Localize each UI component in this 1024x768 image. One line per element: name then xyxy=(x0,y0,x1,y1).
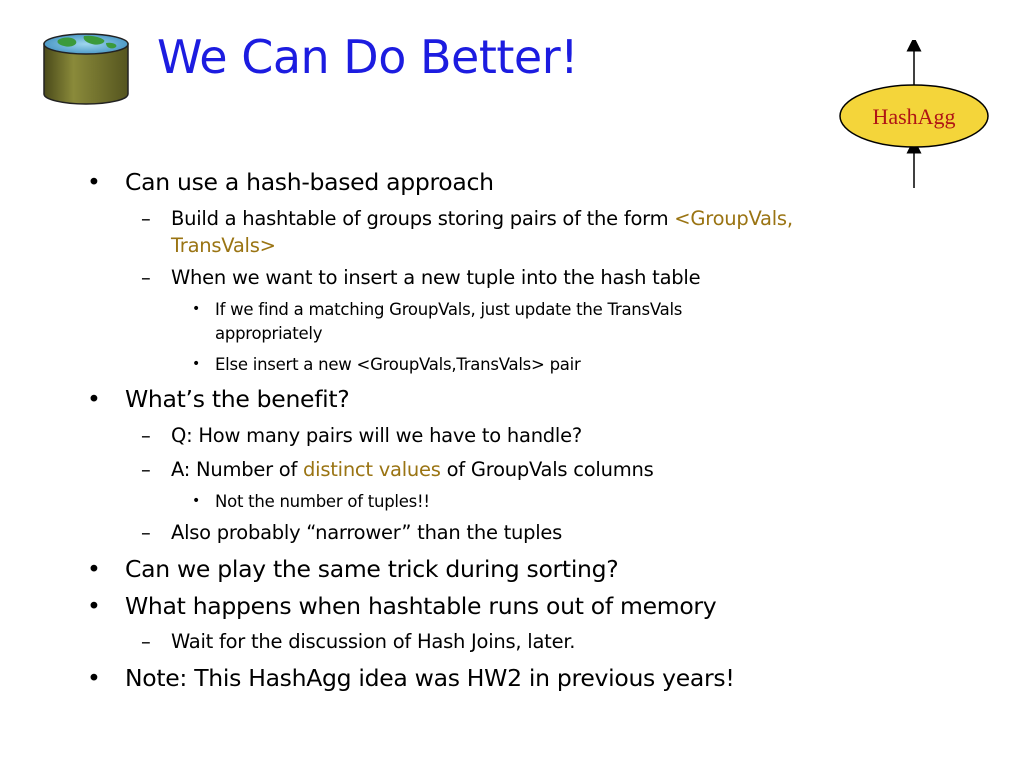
hashagg-label: HashAgg xyxy=(872,104,956,129)
sub-how-many-pairs: – Q: How many pairs will we have to handle? xyxy=(141,424,582,447)
bullet-sorting-trick: • Can we play the same trick during sorting? xyxy=(87,555,619,583)
bullet-out-of-memory: • What happens when hashtable runs out of memory xyxy=(87,592,717,620)
sub-build-hashtable: – Build a hashtable of groups storing pairs of the form <GroupVals, xyxy=(141,207,793,230)
subsub-not-tuples: • Not the number of tuples!! xyxy=(192,492,430,511)
subsub-else-insert: • Else insert a new <GroupVals,TransVals> pair xyxy=(192,355,581,374)
sub-narrower: – Also probably “narrower” than the tuples xyxy=(141,521,563,544)
sub-distinct-values: – A: Number of distinct values of GroupVals columns xyxy=(141,458,654,481)
bullet-benefit: • What’s the benefit? xyxy=(87,385,350,413)
sub-insert-tuple: – When we want to insert a new tuple into the hash table xyxy=(141,266,701,289)
sub-hash-joins: – Wait for the discussion of Hash Joins, later. xyxy=(141,630,576,653)
subsub-matching-groupvals: • If we find a matching GroupVals, just update the TransVals xyxy=(192,300,683,319)
bullet-hash-approach: • Can use a hash-based approach xyxy=(87,168,494,196)
sub-build-hashtable-cont: TransVals> xyxy=(171,234,276,257)
subsub-matching-groupvals-cont: appropriately xyxy=(215,324,323,343)
slide-title: We Can Do Better! xyxy=(157,30,579,84)
bullet-hw2-note: • Note: This HashAgg idea was HW2 in previous years! xyxy=(87,664,735,692)
